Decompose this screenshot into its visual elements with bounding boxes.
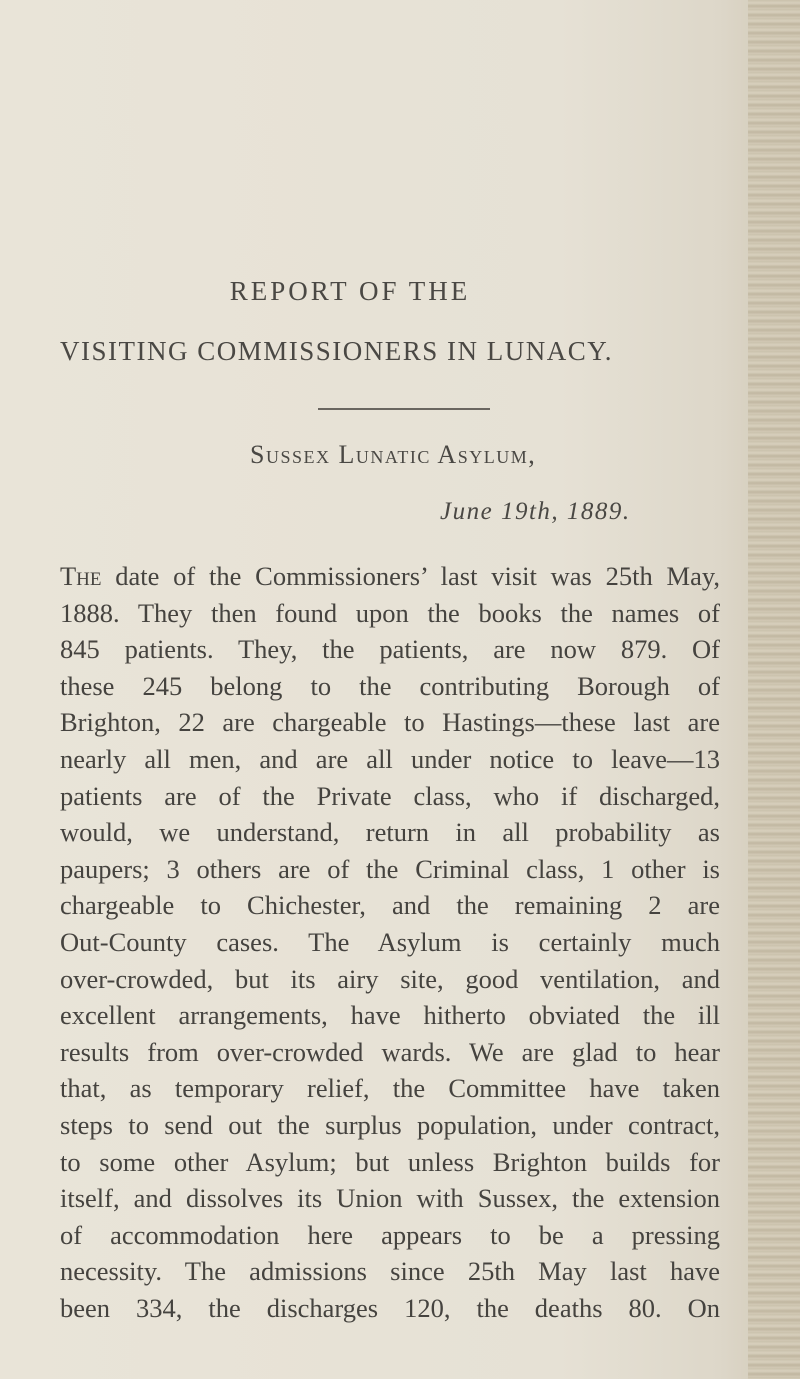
paragraph-line: been 334, the discharges 120, the deaths 80. On bbox=[60, 1292, 720, 1323]
paragraph-line: 845 patients. They, the patients, are now 879. Of bbox=[60, 634, 720, 665]
paragraph-line: that, as temporary relief, the Committee have taken bbox=[60, 1073, 720, 1104]
divider-rule bbox=[318, 408, 490, 410]
paragraph-line: over-crowded, but its airy site, good ventilation, and bbox=[60, 963, 720, 994]
report-title: REPORT OF THE bbox=[229, 276, 471, 306]
paragraph-line: itself, and dissolves its Union with Sussex, the extension bbox=[60, 1183, 720, 1214]
paragraph-line: would, we understand, return in all probability as bbox=[60, 817, 720, 848]
paragraph-line: The date of the Commissioners’ last visit was 25th May, bbox=[60, 561, 720, 591]
first-word: The bbox=[60, 561, 102, 591]
paragraph-line: chargeable to Chichester, and the remaining 2 are bbox=[60, 890, 720, 921]
page-edge bbox=[748, 0, 800, 1379]
paragraph-line: 1888. They then found upon the books the names of bbox=[60, 597, 720, 628]
paragraph-line: patients are of the Private class, who if discharged, bbox=[60, 780, 720, 811]
report-date: June 19th, 1889. bbox=[440, 498, 631, 525]
paragraph-line: these 245 belong to the contributing Borough of bbox=[60, 670, 720, 701]
paragraph-line: steps to send out the surplus population, under contract, bbox=[60, 1109, 720, 1140]
paragraph-line: Brighton, 22 are chargeable to Hastings—these last are bbox=[60, 707, 720, 738]
paragraph-line: results from over-crowded wards. We are glad to hear bbox=[60, 1036, 720, 1067]
paragraph-line: necessity. The admissions since 25th May last have bbox=[60, 1256, 720, 1287]
paragraph-line: nearly all men, and are all under notice to leave—13 bbox=[60, 743, 720, 774]
paragraph-line: Out-County cases. The Asylum is certainly much bbox=[60, 926, 720, 957]
paragraph-line: paupers; 3 others are of the Criminal class, 1 other is bbox=[60, 853, 720, 884]
paragraph-line: to some other Asylum; but unless Brighton builds for bbox=[60, 1146, 720, 1177]
paragraph-line: excellent arrangements, have hitherto obviated the ill bbox=[60, 1000, 720, 1031]
body-paragraph bbox=[60, 558, 720, 1326]
paragraph-line: of accommodation here appears to be a pressing bbox=[60, 1219, 720, 1250]
asylum-name: Sussex Lunatic Asylum, bbox=[250, 440, 537, 469]
commissioners-heading: VISITING COMMISSIONERS IN LUNACY. bbox=[60, 336, 614, 366]
